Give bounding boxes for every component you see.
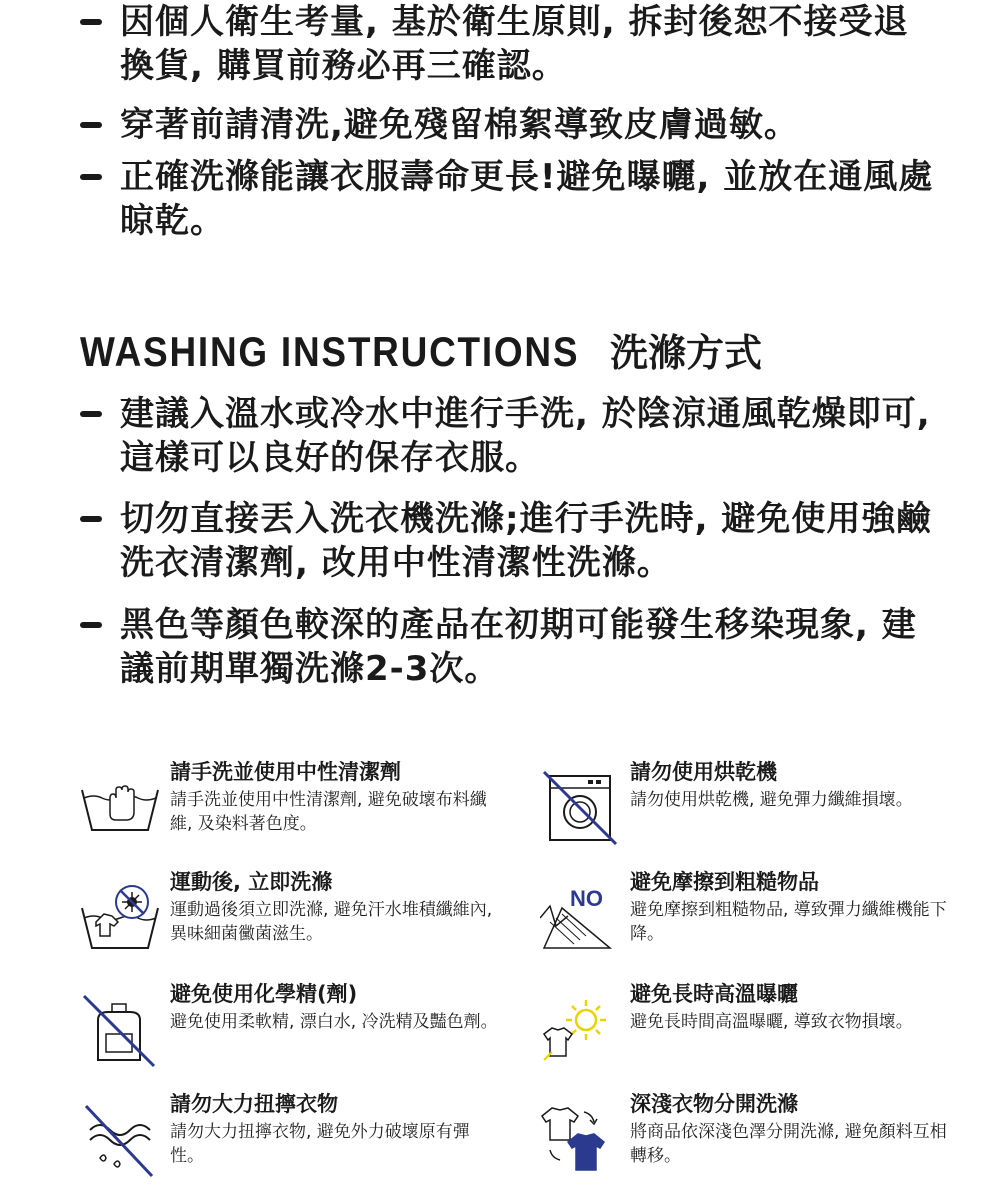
care-title: 避免摩擦到粗糙物品 xyxy=(630,870,819,894)
no-rough-surface-icon xyxy=(540,878,620,958)
note-item xyxy=(80,0,940,88)
care-item-wash-after-sport xyxy=(80,868,510,978)
care-item-no-dryer xyxy=(540,758,970,868)
dash-bullet xyxy=(80,122,102,128)
care-title: 深淺衣物分開洗滌 xyxy=(630,1092,798,1116)
care-item-avoid-sun xyxy=(540,980,970,1090)
care-desc: 避免使用柔軟精, 漂白水, 冷洗精及豔色劑。 xyxy=(170,1012,498,1032)
dash-bullet xyxy=(80,516,102,522)
washing-text: 切勿直接丟入洗衣機洗滌;進行手洗時, 避免使用強鹼洗衣清潔劑, 改用中性清潔性洗滌。 xyxy=(120,499,932,583)
care-item-hand-wash xyxy=(80,758,510,868)
no-badge: NO xyxy=(570,886,603,911)
care-desc: 請勿使用烘乾機, 避免彈力纖維損壞。 xyxy=(630,790,913,810)
washing-item xyxy=(80,603,940,691)
dash-bullet xyxy=(80,19,102,25)
care-title: 避免使用化學精(劑) xyxy=(170,982,358,1006)
washing-text: 建議入溫水或冷水中進行手洗, 於陰涼通風乾燥即可, 這樣可以良好的保存衣服。 xyxy=(120,394,931,478)
no-dryer-icon xyxy=(540,768,620,848)
care-title: 請手洗並使用中性清潔劑 xyxy=(170,760,401,784)
dash-bullet xyxy=(80,622,102,628)
note-item xyxy=(80,155,940,243)
washing-item xyxy=(80,497,940,585)
washing-item xyxy=(80,392,940,480)
care-desc: 避免長時間高溫曝曬, 導致衣物損壞。 xyxy=(630,1012,913,1032)
care-title: 請勿大力扭擰衣物 xyxy=(170,1092,338,1116)
avoid-sun-icon xyxy=(540,990,620,1070)
note-text: 因個人衛生考量, 基於衛生原則, 拆封後恕不接受退換貨, 購買前務必再三確認。 xyxy=(120,2,909,86)
care-desc: 避免摩擦到粗糙物品, 導致彈力纖維機能下降。 xyxy=(630,900,947,944)
wash-after-sport-icon xyxy=(80,878,160,958)
no-chemicals-icon xyxy=(80,990,160,1070)
note-item xyxy=(80,103,940,147)
care-desc: 請手洗並使用中性清潔劑, 避免破壞布料纖維, 及染料著色度。 xyxy=(170,790,487,834)
care-title: 避免長時高溫曝曬 xyxy=(630,982,798,1006)
dash-bullet xyxy=(80,411,102,417)
hand-wash-icon xyxy=(80,768,160,848)
care-desc: 運動過後須立即洗滌, 避免汗水堆積纖維內, 異味細菌黴菌滋生。 xyxy=(170,900,493,944)
care-item-separate-colors xyxy=(540,1090,970,1200)
care-item-no-wringing xyxy=(80,1090,510,1200)
care-desc: 請勿大力扭擰衣物, 避免外力破壞原有彈性。 xyxy=(170,1122,470,1166)
separate-colors-icon xyxy=(540,1100,620,1180)
washing-text: 黑色等顏色較深的產品在初期可能發生移染現象, 建議前期單獨洗滌2-3次。 xyxy=(120,605,917,689)
note-text: 穿著前請清洗,避免殘留棉絮導致皮膚過敏。 xyxy=(120,105,799,145)
heading-english: WASHING INSTRUCTIONS xyxy=(80,328,580,375)
care-title: 運動後, 立即洗滌 xyxy=(170,870,333,894)
care-item-no-chemicals xyxy=(80,980,510,1090)
note-text: 正確洗滌能讓衣服壽命更長!避免曝曬, 並放在通風處晾乾。 xyxy=(120,157,934,241)
care-title: 請勿使用烘乾機 xyxy=(630,760,777,784)
care-item-no-rough xyxy=(540,868,970,978)
dash-bullet xyxy=(80,174,102,180)
section-heading xyxy=(80,322,762,377)
no-wringing-icon xyxy=(80,1100,160,1180)
care-desc: 將商品依深淺色澤分開洗滌, 避免顏料互相轉移。 xyxy=(630,1122,947,1166)
heading-chinese: 洗滌方式 xyxy=(610,331,763,375)
